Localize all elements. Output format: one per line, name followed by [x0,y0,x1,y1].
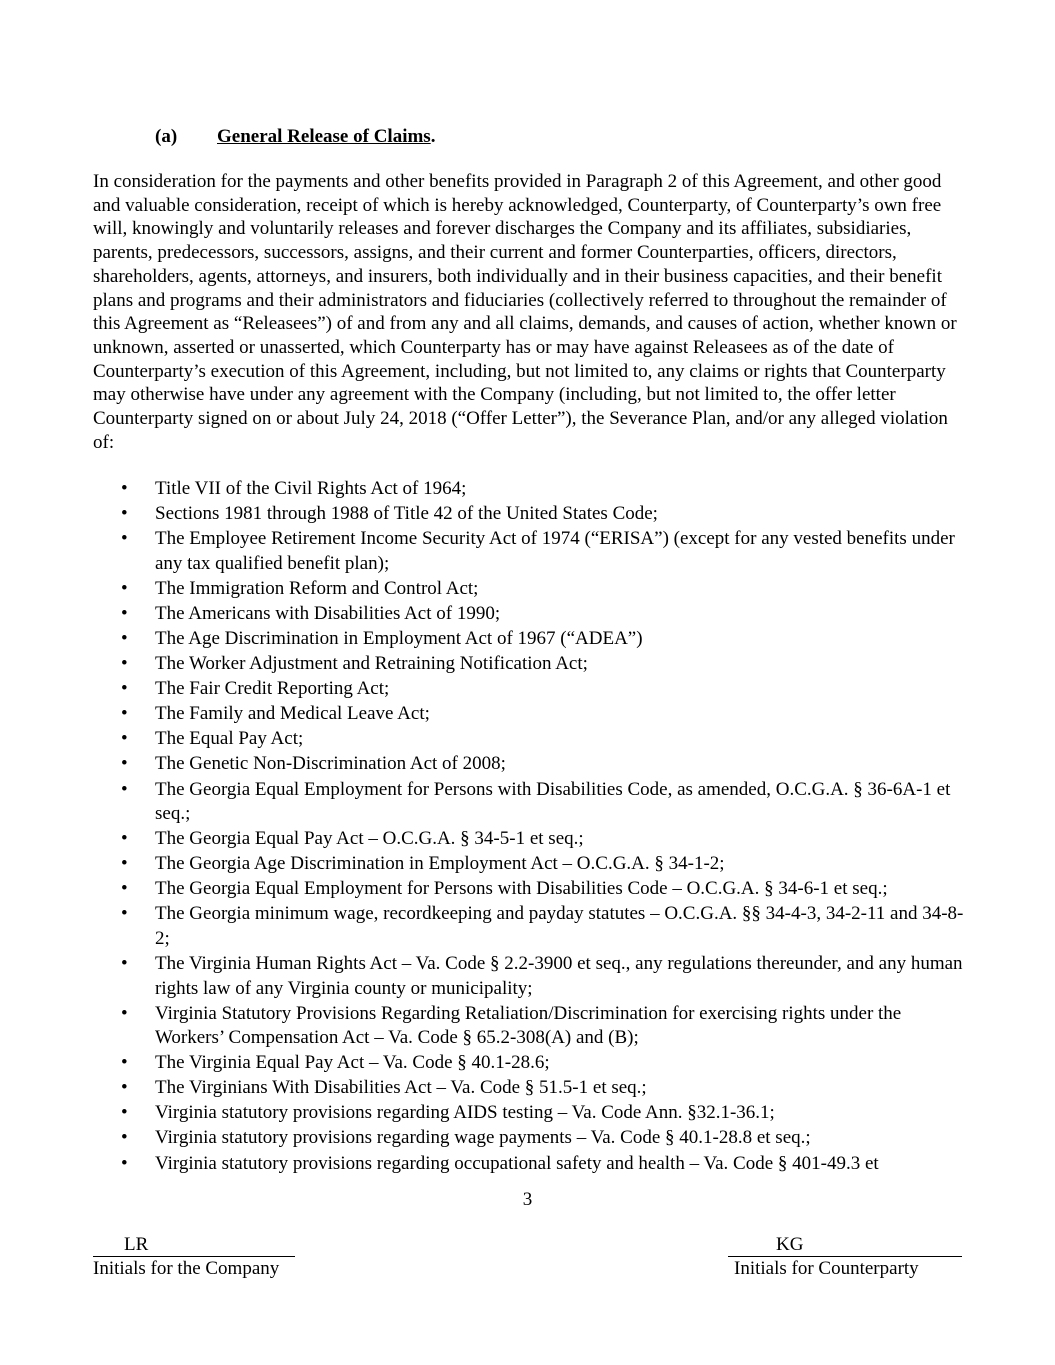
bullet-icon: • [121,878,128,900]
bullet-icon: • [121,577,128,599]
claims-list-item-text: The Worker Adjustment and Retraining Notification Act; [155,653,588,675]
claims-list-item [93,1126,973,1151]
claims-list-item-text: The Georgia minimum wage, recordkeeping and payday statutes – O.C.G.A. §§ 34-4-3, 34-2-11 and 34-8-2; [155,903,964,949]
bullet-icon: • [121,1077,128,1099]
claims-list-item [93,1051,973,1076]
claims-list-item-text: Title VII of the Civil Rights Act of 1964; [155,478,467,499]
claims-list-item [93,727,973,752]
claims-list-item-text: The Employee Retirement Income Security Act of 1974 (“ERISA”) (except for any vested benefits under any tax qualified benefit plan); [155,528,955,574]
bullet-icon: • [121,828,128,850]
claims-list [93,477,973,1177]
claims-list-item [93,778,973,827]
claims-list-item-text: The Georgia Equal Pay Act – O.C.G.A. § 34-5-1 et seq.; [155,828,584,850]
section-number: (a) [155,126,178,147]
counterparty-initials-caption: Initials for Counterparty [734,1258,919,1279]
bullet-icon: • [121,1002,128,1024]
release-paragraph: In consideration for the payments and other benefits provided in Paragraph 2 of this Agreement, and other good and valuable consideration, receipt of which is hereby acknowledged, Counterparty, of Counterparty’s own free will, knowingly and voluntarily releases and forever discharges the Company and its affiliates, subsidiaries, parents, predecessors, successors, assigns, and their current and former Counterparties, officers, directors, shareholders, agents, attorneys, and insurers, both individually and in their business capacities, and their benefit plans and programs and their administrators and fiduciaries (collectively referred to throughout the remainder of this Agreement as “Releasees”) of and from any and all claims, demands, and causes of action, whether known or unknown, asserted or unasserted, which Counterparty has or may have against Releasees as of the date of Counterparty’s execution of this Agreement, including, but not limited to, any claims or rights that Counterparty may otherwise have under any agreement with the Company (including, but not limited to, the offer letter Counterparty signed on or about July 24, 2018 (“Offer Letter”), the Severance Plan, and/or any alleged violation of: [93,171,957,453]
bullet-icon: • [121,528,128,550]
claims-list-item-text: Virginia statutory provisions regarding wage payments – Va. Code § 40.1-28.8 et seq.; [155,1127,811,1149]
counterparty-initials-block [728,1234,962,1281]
claims-list-item-text: The Family and Medical Leave Act; [155,703,430,725]
claims-list-item-text: The Virginia Equal Pay Act – Va. Code § 40.1-28.6; [155,1052,550,1074]
claims-list-item-text: Virginia statutory provisions regarding occupational safety and health – Va. Code § 401-49.3 et [155,1152,879,1174]
claims-list-item [93,1101,973,1126]
claims-list-item [93,652,973,677]
claims-list-item-text: Virginia Statutory Provisions Regarding Retaliation/Discrimination for exercising rights under the Workers’ Compensation Act – Va. Code § 65.2-308(A) and (B); [155,1002,902,1049]
claims-list-item-text: The Georgia Equal Employment for Persons with Disabilities Code, as amended, O.C.G.A. § 36-6A-1 et seq.; [155,778,951,825]
claims-list-item [93,952,973,1001]
claims-list-item-text: The Immigration Reform and Control Act; [155,577,479,599]
claims-list-item [93,502,973,527]
claims-list-item [93,477,973,502]
claims-list-item-text: The Genetic Non-Discrimination Act of 2008; [155,753,506,775]
claims-list-item [93,827,973,852]
claims-list-item-text: The Age Discrimination in Employment Act of 1967 (“ADEA”) [155,627,643,649]
counterparty-initials-line [728,1234,962,1257]
claims-list-item [93,677,973,702]
bullet-icon: • [121,503,128,525]
claims-list-item-text: The Equal Pay Act; [155,728,304,750]
company-initials: LR [124,1234,149,1255]
claims-list-item [93,577,973,602]
claims-list-item [93,702,973,727]
section-title-suffix: . [430,126,436,147]
bullet-icon: • [121,602,128,624]
claims-list-item [93,752,973,777]
counterparty-initials: KG [776,1234,804,1255]
bullet-icon: • [121,953,128,974]
claims-list-item-text: The Fair Credit Reporting Act; [155,678,390,700]
claims-list-item [93,1002,973,1051]
claims-list-item-text: The Georgia Age Discrimination in Employment Act – O.C.G.A. § 34-1-2; [155,853,725,875]
claims-list-item [93,1152,973,1177]
bullet-icon: • [121,1102,128,1124]
bullet-icon: • [121,853,128,875]
claims-list-item-text: Virginia statutory provisions regarding AIDS testing – Va. Code Ann. §32.1-36.1; [155,1102,775,1124]
bullet-icon: • [121,703,128,725]
bullet-icon: • [121,1127,128,1149]
bullet-icon: • [121,753,128,775]
bullet-icon: • [121,903,128,925]
claims-list-item [93,602,973,627]
bullet-icon: • [121,627,128,649]
bullet-icon: • [121,1152,128,1174]
claims-list-item-text: The Virginia Human Rights Act – Va. Code § 2.2-3900 et seq., any regulations thereunder, and any human rights law of any Virginia county or municipality; [155,953,963,999]
claims-list-item-text: The Georgia Equal Employment for Persons with Disabilities Code – O.C.G.A. § 34-6-1 et seq.; [155,878,888,900]
company-initials-block [93,1234,295,1281]
bullet-icon: • [121,653,128,675]
bullet-icon: • [121,678,128,700]
bullet-icon: • [121,778,128,800]
bullet-icon: • [121,1052,128,1074]
section-heading [155,125,435,149]
claims-list-item [93,902,973,951]
company-initials-line [93,1234,295,1257]
claims-list-item [93,1076,973,1101]
section-title: General Release of Claims [217,126,431,147]
claims-list-item [93,527,973,576]
claims-list-item-text: Sections 1981 through 1988 of Title 42 of the United States Code; [155,503,658,525]
bullet-icon: • [121,478,128,499]
bullet-icon: • [121,728,128,750]
company-initials-caption: Initials for the Company [93,1258,280,1279]
page-number: 3 [522,1189,533,1210]
claims-list-item [93,877,973,902]
claims-list-item [93,852,973,877]
claims-list-item-text: The Americans with Disabilities Act of 1990; [155,602,501,624]
claims-list-item [93,627,973,652]
claims-list-item-text: The Virginians With Disabilities Act – Va. Code § 51.5-1 et seq.; [155,1077,647,1099]
